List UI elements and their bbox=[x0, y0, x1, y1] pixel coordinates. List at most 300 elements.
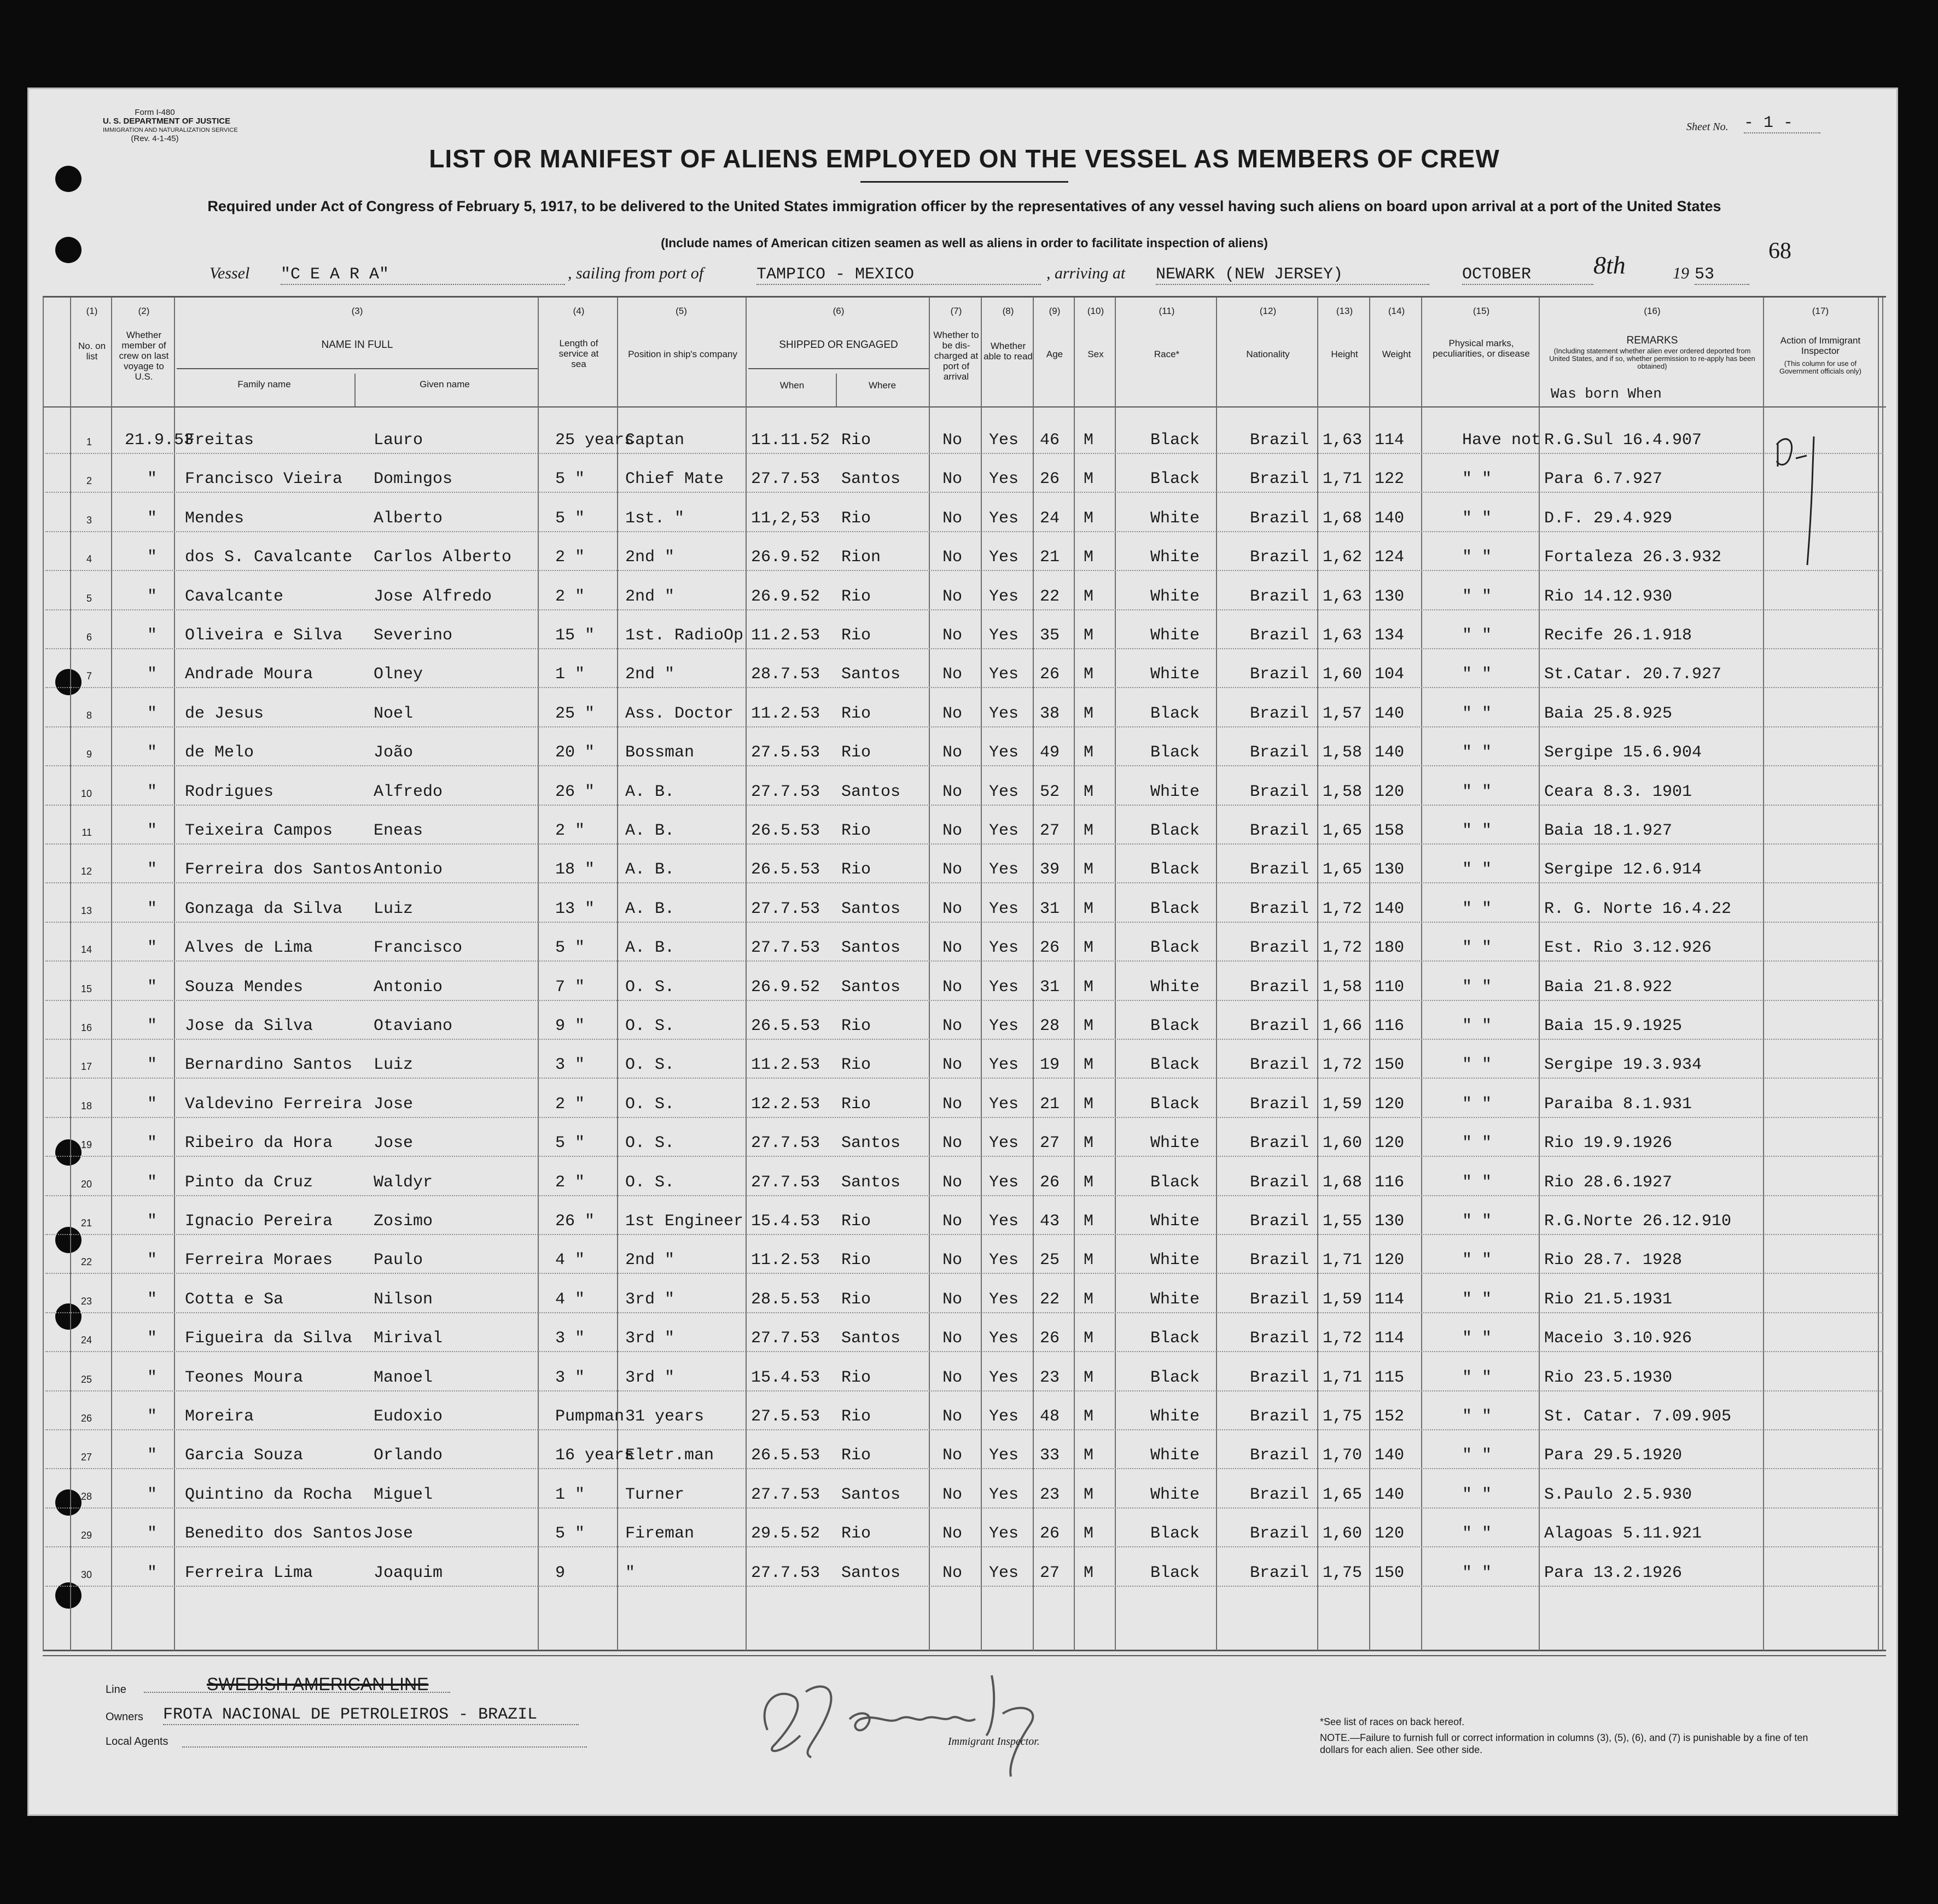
given-name-cell: Lauro bbox=[374, 431, 423, 450]
able-to-read-cell: Yes bbox=[989, 548, 1019, 567]
physical-marks-cell: " " bbox=[1462, 899, 1492, 918]
physical-marks-cell: " " bbox=[1462, 1524, 1492, 1544]
shipped-when-cell: 27.7.53 bbox=[751, 470, 820, 489]
nationality-cell: Brazil bbox=[1250, 1251, 1310, 1270]
service-cell: 25 years bbox=[555, 431, 635, 450]
row-number: 23 bbox=[80, 1295, 92, 1307]
weight-cell: 134 bbox=[1375, 626, 1405, 645]
position-cell: 2nd " bbox=[625, 587, 675, 606]
shipped-where-cell: Santos bbox=[841, 665, 901, 684]
weight-cell: 180 bbox=[1375, 939, 1405, 958]
prev-voyage-cell: " bbox=[147, 704, 157, 723]
discharged-cell: No bbox=[942, 1290, 963, 1309]
shipped-when-cell: 11.2.53 bbox=[751, 626, 820, 645]
family-name-cell: Figueira da Silva bbox=[185, 1329, 353, 1348]
row-rule bbox=[45, 1390, 1883, 1391]
given-name-cell: Miguel bbox=[374, 1485, 433, 1504]
able-to-read-cell: Yes bbox=[989, 1446, 1019, 1465]
family-name-cell: Francisco Vieira bbox=[185, 470, 343, 489]
able-to-read-cell: Yes bbox=[989, 1368, 1019, 1387]
service-cell: 5 " bbox=[555, 1524, 585, 1544]
shipped-where-cell: Santos bbox=[841, 939, 901, 958]
given-name-cell: Domingos bbox=[374, 470, 453, 489]
col13-label: Height bbox=[1331, 349, 1358, 359]
agents-label: Local Agents bbox=[106, 1736, 168, 1748]
able-to-read-cell: Yes bbox=[989, 626, 1019, 645]
shipped-where-cell: Rio bbox=[841, 860, 871, 880]
subheader-rule bbox=[177, 368, 538, 369]
discharged-cell: No bbox=[942, 1524, 963, 1544]
inspector-label: Immigrant Inspector. bbox=[948, 1736, 1040, 1748]
service-cell: 5 " bbox=[555, 470, 585, 489]
column-rule bbox=[1115, 297, 1116, 1651]
family-name-cell: Valdevino Ferreira bbox=[185, 1094, 363, 1114]
prev-voyage-cell: " bbox=[147, 1134, 157, 1153]
sex-cell: M bbox=[1084, 977, 1094, 997]
nationality-cell: Brazil bbox=[1250, 587, 1310, 606]
physical-marks-cell: " " bbox=[1462, 470, 1492, 489]
height-cell: 1,60 bbox=[1323, 1524, 1363, 1544]
column-rule bbox=[1882, 297, 1883, 1651]
service-cell: 5 " bbox=[555, 509, 585, 528]
race-cell: Black bbox=[1150, 1173, 1200, 1192]
shipped-when-cell: 26.5.53 bbox=[751, 1446, 820, 1465]
row-number: 16 bbox=[80, 1022, 92, 1033]
row-rule bbox=[45, 1351, 1883, 1352]
title-rule bbox=[860, 181, 1068, 183]
year-prefix: 19 bbox=[1673, 264, 1689, 282]
shipped-when-cell: 11.2.53 bbox=[751, 1056, 820, 1075]
weight-cell: 116 bbox=[1375, 1017, 1405, 1035]
race-cell: White bbox=[1150, 587, 1200, 606]
position-cell: 2nd " bbox=[625, 548, 675, 567]
weight-cell: 150 bbox=[1375, 1056, 1405, 1075]
family-name-cell: Ribeiro da Hora bbox=[185, 1134, 333, 1153]
weight-cell: 140 bbox=[1375, 899, 1405, 918]
physical-marks-cell: " " bbox=[1462, 548, 1492, 567]
race-cell: Black bbox=[1150, 1329, 1200, 1348]
physical-marks-cell: Have not bbox=[1462, 431, 1541, 450]
physical-marks-cell: " " bbox=[1462, 587, 1492, 606]
race-cell: Black bbox=[1150, 899, 1200, 918]
age-cell: 31 bbox=[1040, 899, 1060, 918]
age-cell: 26 bbox=[1040, 1173, 1060, 1192]
remarks-cell: Paraiba 8.1.931 bbox=[1544, 1094, 1692, 1114]
weight-cell: 130 bbox=[1375, 860, 1405, 880]
service-cell: 1 " bbox=[555, 1485, 585, 1504]
shipped-when-cell: 26.9.52 bbox=[751, 977, 820, 997]
service-cell: 3 " bbox=[555, 1329, 585, 1348]
discharged-cell: No bbox=[942, 587, 963, 606]
remarks-cell: Recife 26.1.918 bbox=[1544, 626, 1692, 645]
discharged-cell: No bbox=[942, 626, 963, 645]
physical-marks-cell: " " bbox=[1462, 509, 1492, 528]
able-to-read-cell: Yes bbox=[989, 743, 1019, 762]
service-cell: 13 " bbox=[555, 899, 595, 918]
age-cell: 24 bbox=[1040, 509, 1060, 528]
penalty-note: NOTE.—Failure to furnish full or correct information in columns (3), (5), (6), and (7) is punishable by a fine of ten dollars for each alien. See other side. bbox=[1320, 1732, 1808, 1755]
col9-num: (9) bbox=[1049, 306, 1061, 316]
given-name-cell: Zosimo bbox=[374, 1212, 433, 1231]
column-rule bbox=[1216, 297, 1217, 1651]
page-title: LIST OR MANIFEST OF ALIENS EMPLOYED ON THE VESSEL AS MEMBERS OF CREW bbox=[429, 144, 1500, 173]
shipped-where-cell: Rio bbox=[841, 431, 871, 450]
age-cell: 27 bbox=[1040, 1563, 1060, 1582]
agents-underline bbox=[182, 1746, 587, 1748]
row-rule bbox=[45, 1273, 1883, 1274]
position-cell: O. S. bbox=[625, 1173, 675, 1192]
shipped-where-cell: Rio bbox=[841, 1290, 871, 1309]
column-rule bbox=[929, 297, 930, 1651]
shipped-where-cell: Rio bbox=[841, 1056, 871, 1075]
family-name-cell: Oliveira e Silva bbox=[185, 626, 343, 645]
remarks-cell: Baia 18.1.927 bbox=[1544, 822, 1673, 840]
family-name-cell: Mendes bbox=[185, 509, 245, 528]
row-number: 20 bbox=[80, 1178, 92, 1190]
age-cell: 48 bbox=[1040, 1407, 1060, 1426]
sheet-no-label: Sheet No. bbox=[1686, 121, 1729, 133]
nationality-cell: Brazil bbox=[1250, 1290, 1310, 1309]
race-cell: White bbox=[1150, 548, 1200, 567]
service-cell: 25 " bbox=[555, 704, 595, 723]
col13-num: (13) bbox=[1336, 306, 1353, 316]
row-rule bbox=[45, 687, 1883, 688]
row-number: 29 bbox=[80, 1530, 92, 1541]
position-cell: A. B. bbox=[625, 822, 675, 840]
shipped-when-cell: 11.2.53 bbox=[751, 704, 820, 723]
sex-cell: M bbox=[1084, 548, 1094, 567]
height-cell: 1,65 bbox=[1323, 1485, 1363, 1504]
position-cell: 31 years bbox=[625, 1407, 705, 1426]
position-cell: 1st Engineer bbox=[625, 1212, 744, 1231]
row-rule bbox=[45, 1312, 1883, 1313]
col5-num: (5) bbox=[676, 306, 687, 316]
prev-voyage-cell: " bbox=[147, 665, 157, 684]
row-number: 15 bbox=[80, 983, 92, 994]
given-name-cell: Alberto bbox=[374, 509, 443, 528]
family-name-cell: Bernardino Santos bbox=[185, 1056, 353, 1075]
height-cell: 1,63 bbox=[1323, 431, 1363, 450]
col3-label: NAME IN FULL bbox=[321, 339, 393, 351]
given-name-cell: Jose Alfredo bbox=[374, 587, 492, 606]
races-note: *See list of races on back hereof. bbox=[1320, 1716, 1465, 1727]
given-name-cell: Orlando bbox=[374, 1446, 443, 1465]
family-name-cell: Pinto da Cruz bbox=[185, 1173, 313, 1192]
subheader-divider bbox=[836, 374, 837, 406]
sex-cell: M bbox=[1084, 431, 1094, 450]
shipped-when-cell: 27.7.53 bbox=[751, 1134, 820, 1153]
discharged-cell: No bbox=[942, 509, 963, 528]
row-number: 6 bbox=[86, 632, 92, 643]
position-cell: A. B. bbox=[625, 782, 675, 801]
family-name-cell: Rodrigues bbox=[185, 782, 274, 801]
col17-label: Action of Immigrant Inspector bbox=[1780, 335, 1861, 356]
able-to-read-cell: Yes bbox=[989, 509, 1019, 528]
shipped-where-cell: Santos bbox=[841, 1485, 901, 1504]
prev-voyage-cell: " bbox=[147, 509, 157, 528]
weight-cell: 122 bbox=[1375, 470, 1405, 489]
shipped-when-cell: 26.9.52 bbox=[751, 587, 820, 606]
col10-label: Sex bbox=[1087, 349, 1104, 359]
race-cell: White bbox=[1150, 1290, 1200, 1309]
row-rule bbox=[45, 1507, 1883, 1509]
prev-voyage-cell: " bbox=[147, 1407, 157, 1426]
col17-num: (17) bbox=[1812, 306, 1829, 316]
physical-marks-cell: " " bbox=[1462, 1329, 1492, 1348]
race-cell: White bbox=[1150, 1212, 1200, 1231]
race-cell: White bbox=[1150, 1134, 1200, 1153]
shipped-where-cell: Rio bbox=[841, 1212, 871, 1231]
nationality-cell: Brazil bbox=[1250, 1134, 1310, 1153]
nationality-cell: Brazil bbox=[1250, 1212, 1310, 1231]
punch-hole bbox=[55, 237, 82, 263]
family-name-cell: Ferreira Lima bbox=[185, 1563, 313, 1582]
family-name-cell: Ferreira dos Santos bbox=[185, 860, 373, 880]
weight-cell: 114 bbox=[1375, 1329, 1405, 1348]
discharged-cell: No bbox=[942, 1329, 963, 1348]
subheader-divider bbox=[354, 374, 356, 406]
physical-marks-cell: " " bbox=[1462, 1212, 1492, 1231]
row-number: 26 bbox=[80, 1413, 92, 1424]
position-cell: 2nd " bbox=[625, 665, 675, 684]
weight-cell: 140 bbox=[1375, 743, 1405, 762]
row-number: 30 bbox=[80, 1569, 92, 1580]
service-cell: 9 bbox=[555, 1563, 566, 1582]
sex-cell: M bbox=[1084, 626, 1094, 645]
physical-marks-cell: " " bbox=[1462, 860, 1492, 880]
age-cell: 49 bbox=[1040, 743, 1060, 762]
height-cell: 1,71 bbox=[1323, 470, 1363, 489]
shipped-when-cell: 15.4.53 bbox=[751, 1212, 820, 1231]
discharged-cell: No bbox=[942, 1368, 963, 1387]
sex-cell: M bbox=[1084, 587, 1094, 606]
position-cell: Captan bbox=[625, 431, 685, 450]
shipped-where-cell: Rio bbox=[841, 509, 871, 528]
col5-label: Position in ship's company bbox=[628, 349, 737, 359]
weight-cell: 104 bbox=[1375, 665, 1405, 684]
discharged-cell: No bbox=[942, 1485, 963, 1504]
service-cell: 4 " bbox=[555, 1251, 585, 1270]
able-to-read-cell: Yes bbox=[989, 470, 1019, 489]
prev-voyage-cell: 21.9.53 bbox=[125, 431, 194, 450]
height-cell: 1,71 bbox=[1323, 1368, 1363, 1387]
service-cell: 2 " bbox=[555, 1094, 585, 1114]
col15-num: (15) bbox=[1473, 306, 1490, 316]
arrival-day: 8th bbox=[1593, 251, 1626, 279]
remarks-cell: R.G.Sul 16.4.907 bbox=[1544, 431, 1702, 450]
service-cell: 2 " bbox=[555, 587, 585, 606]
physical-marks-cell: " " bbox=[1462, 939, 1492, 958]
able-to-read-cell: Yes bbox=[989, 431, 1019, 450]
remarks-cell: Para 6.7.927 bbox=[1544, 470, 1663, 489]
row-number: 22 bbox=[80, 1256, 92, 1268]
shipped-when-cell: 29.5.52 bbox=[751, 1524, 820, 1544]
shipped-where-cell: Santos bbox=[841, 977, 901, 997]
col11-label: Race* bbox=[1154, 349, 1180, 359]
row-number: 25 bbox=[80, 1373, 92, 1385]
family-name-cell: Ignacio Pereira bbox=[185, 1212, 333, 1231]
nationality-cell: Brazil bbox=[1250, 1485, 1310, 1504]
remarks-cell: St.Catar. 20.7.927 bbox=[1544, 665, 1722, 684]
arriving-label: , arriving at bbox=[1046, 264, 1126, 282]
weight-cell: 116 bbox=[1375, 1173, 1405, 1192]
discharged-cell: No bbox=[942, 782, 963, 801]
discharged-cell: No bbox=[942, 899, 963, 918]
able-to-read-cell: Yes bbox=[989, 1251, 1019, 1270]
column-rule bbox=[1539, 297, 1540, 1651]
sex-cell: M bbox=[1084, 860, 1094, 880]
nationality-cell: Brazil bbox=[1250, 1524, 1310, 1544]
given-name-cell: Eneas bbox=[374, 822, 423, 840]
sex-cell: M bbox=[1084, 1329, 1094, 1348]
position-cell: 2nd " bbox=[625, 1251, 675, 1270]
service-cell: 16 years bbox=[555, 1446, 635, 1465]
revision: (Rev. 4-1-45) bbox=[131, 134, 179, 143]
position-cell: Ass. Doctor bbox=[625, 704, 734, 723]
nationality-cell: Brazil bbox=[1250, 1056, 1310, 1075]
row-rule bbox=[45, 882, 1883, 883]
shipped-when-cell: 27.7.53 bbox=[751, 1329, 820, 1348]
shipped-when-cell: 27.5.53 bbox=[751, 743, 820, 762]
discharged-cell: No bbox=[942, 1017, 963, 1035]
age-cell: 27 bbox=[1040, 1134, 1060, 1153]
service-cell: 2 " bbox=[555, 822, 585, 840]
prev-voyage-cell: " bbox=[147, 899, 157, 918]
height-cell: 1,72 bbox=[1323, 1329, 1363, 1348]
able-to-read-cell: Yes bbox=[989, 1524, 1019, 1544]
family-name-cell: Gonzaga da Silva bbox=[185, 899, 343, 918]
row-number: 24 bbox=[80, 1335, 92, 1346]
given-name-cell: Carlos Alberto bbox=[374, 548, 512, 567]
sex-cell: M bbox=[1084, 1290, 1094, 1309]
given-name-cell: Jose bbox=[374, 1094, 414, 1114]
row-rule bbox=[45, 570, 1883, 571]
able-to-read-cell: Yes bbox=[989, 1407, 1019, 1426]
requirement-text: Required under Act of Congress of February 5, 1917, to be delivered to the United States immigration officer by the representatives of any vessel having such aliens on board upon arrival at a port of the United States bbox=[207, 198, 1721, 214]
inspector-signature bbox=[735, 1653, 1107, 1779]
col16-sub: (Including statement whether alien ever ordered deported from United States, and if so, whether permission to re-apply has been obtained) bbox=[1549, 347, 1755, 370]
row-number: 5 bbox=[86, 592, 92, 604]
height-cell: 1,71 bbox=[1323, 1251, 1363, 1270]
row-rule bbox=[45, 1429, 1883, 1430]
col2-label: Whether member of crew on last voyage to U.S. bbox=[119, 330, 169, 382]
weight-cell: 140 bbox=[1375, 509, 1405, 528]
age-cell: 26 bbox=[1040, 665, 1060, 684]
weight-cell: 130 bbox=[1375, 1212, 1405, 1231]
height-cell: 1,68 bbox=[1323, 1173, 1363, 1192]
service-cell: 15 " bbox=[555, 626, 595, 645]
nationality-cell: Brazil bbox=[1250, 1173, 1310, 1192]
nationality-cell: Brazil bbox=[1250, 1563, 1310, 1582]
height-cell: 1,72 bbox=[1323, 899, 1363, 918]
physical-marks-cell: " " bbox=[1462, 1017, 1492, 1035]
row-number: 9 bbox=[86, 749, 92, 760]
prev-voyage-cell: " bbox=[147, 1017, 157, 1035]
row-rule bbox=[45, 1195, 1883, 1196]
family-name-cell: Freitas bbox=[185, 431, 254, 450]
sailing-label: , sailing from port of bbox=[568, 264, 704, 282]
physical-marks-cell: " " bbox=[1462, 704, 1492, 723]
remarks-cell: Maceio 3.10.926 bbox=[1544, 1329, 1692, 1348]
able-to-read-cell: Yes bbox=[989, 665, 1019, 684]
sex-cell: M bbox=[1084, 1017, 1094, 1035]
discharged-cell: No bbox=[942, 939, 963, 958]
table-top-rule bbox=[43, 296, 1886, 298]
sex-cell: M bbox=[1084, 1134, 1094, 1153]
department: U. S. DEPARTMENT OF JUSTICE bbox=[103, 117, 231, 126]
discharged-cell: No bbox=[942, 1056, 963, 1075]
height-cell: 1,68 bbox=[1323, 509, 1363, 528]
physical-marks-cell: " " bbox=[1462, 1368, 1492, 1387]
remarks-cell: Alagoas 5.11.921 bbox=[1544, 1524, 1702, 1544]
race-cell: Black bbox=[1150, 470, 1200, 489]
row-number: 10 bbox=[80, 788, 92, 799]
age-cell: 22 bbox=[1040, 1290, 1060, 1309]
shipped-where-cell: Santos bbox=[841, 1134, 901, 1153]
physical-marks-cell: " " bbox=[1462, 977, 1492, 997]
remarks-cell: St. Catar. 7.09.905 bbox=[1544, 1407, 1732, 1426]
discharged-cell: No bbox=[942, 1251, 963, 1270]
physical-marks-cell: " " bbox=[1462, 782, 1492, 801]
row-rule bbox=[45, 1586, 1883, 1587]
able-to-read-cell: Yes bbox=[989, 1173, 1019, 1192]
col3-num: (3) bbox=[351, 306, 363, 316]
given-name-cell: Noel bbox=[374, 704, 414, 723]
row-rule bbox=[45, 843, 1883, 845]
shipped-where-cell: Rio bbox=[841, 743, 871, 762]
age-cell: 21 bbox=[1040, 1094, 1060, 1114]
form-id-block bbox=[103, 108, 238, 143]
remarks-cell: Rio 23.5.1930 bbox=[1544, 1368, 1673, 1387]
race-cell: Black bbox=[1150, 1524, 1200, 1544]
remarks-cell: Baia 21.8.922 bbox=[1544, 977, 1673, 997]
race-cell: Black bbox=[1150, 1368, 1200, 1387]
sex-cell: M bbox=[1084, 1251, 1094, 1270]
height-cell: 1,65 bbox=[1323, 860, 1363, 880]
prev-voyage-cell: " bbox=[147, 548, 157, 567]
col6-num: (6) bbox=[833, 306, 845, 316]
col16-label: REMARKS bbox=[1626, 335, 1678, 346]
col6-where: Where bbox=[868, 380, 897, 391]
col3-family: Family name bbox=[237, 379, 291, 389]
shipped-where-cell: Rio bbox=[841, 1251, 871, 1270]
able-to-read-cell: Yes bbox=[989, 1134, 1019, 1153]
row-rule bbox=[45, 531, 1883, 532]
row-rule bbox=[45, 1546, 1883, 1547]
able-to-read-cell: Yes bbox=[989, 860, 1019, 880]
height-cell: 1,58 bbox=[1323, 743, 1363, 762]
able-to-read-cell: Yes bbox=[989, 587, 1019, 606]
nationality-cell: Brazil bbox=[1250, 860, 1310, 880]
given-name-cell: Jose bbox=[374, 1524, 414, 1544]
shipped-where-cell: Rio bbox=[841, 1524, 871, 1544]
race-cell: Black bbox=[1150, 1056, 1200, 1075]
family-name-cell: Teones Moura bbox=[185, 1368, 304, 1387]
age-cell: 26 bbox=[1040, 470, 1060, 489]
remarks-cell: Rio 21.5.1931 bbox=[1544, 1290, 1673, 1309]
owners-label: Owners bbox=[106, 1711, 143, 1723]
punch-hole bbox=[55, 1227, 82, 1253]
age-cell: 25 bbox=[1040, 1251, 1060, 1270]
sex-cell: M bbox=[1084, 704, 1094, 723]
nationality-cell: Brazil bbox=[1250, 1329, 1310, 1348]
column-rule bbox=[1369, 297, 1370, 1651]
row-rule bbox=[45, 1000, 1883, 1001]
position-cell: Chief Mate bbox=[625, 470, 724, 489]
race-cell: Black bbox=[1150, 743, 1200, 762]
sex-cell: M bbox=[1084, 939, 1094, 958]
sex-cell: M bbox=[1084, 743, 1094, 762]
